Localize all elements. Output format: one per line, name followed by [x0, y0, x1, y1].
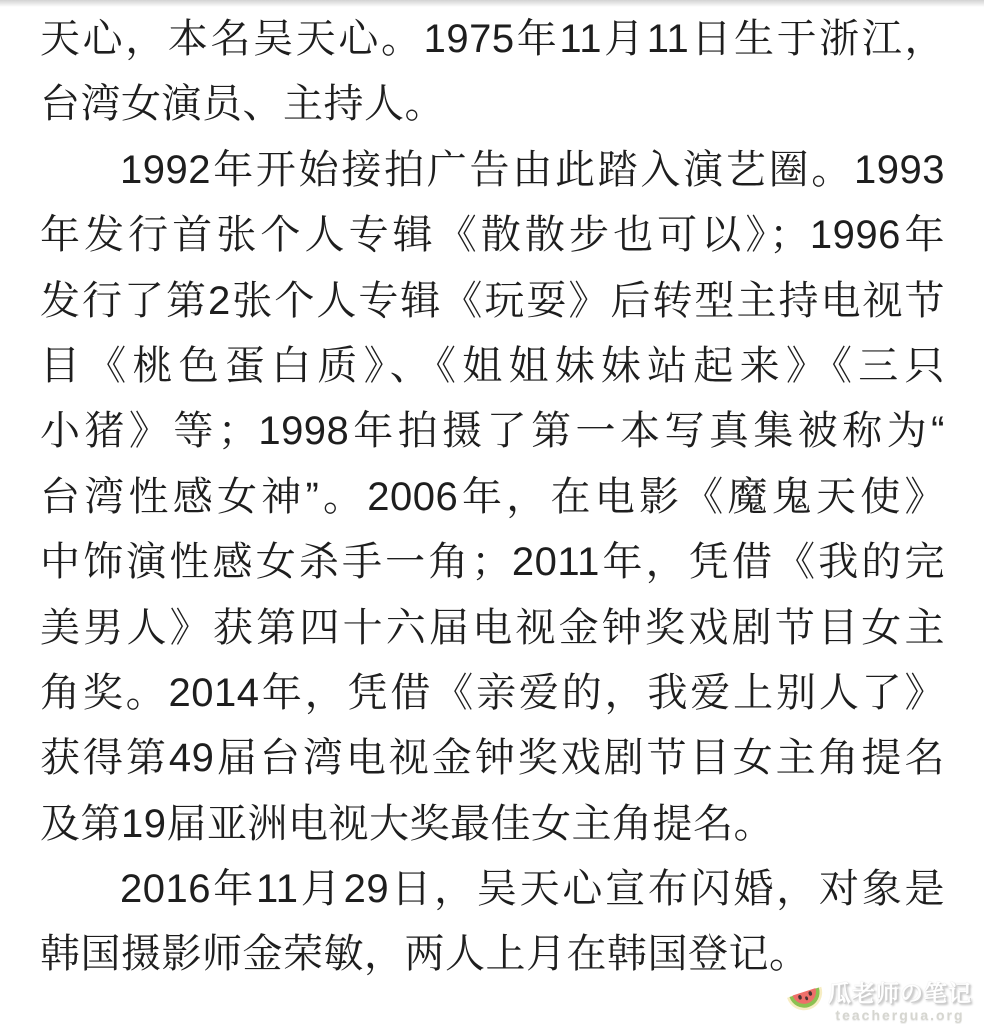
text-line: 及第19届亚洲电视大奖最佳女主角提名。 — [40, 801, 774, 846]
text-line: 发行了第2张个人专辑《玩耍》后转型主持电视节 — [40, 278, 945, 323]
watermark — [786, 977, 972, 1022]
watermark-title: 瓜老师の笔记 — [828, 979, 972, 1006]
text-line: 天心，本名吴天心。1975年11月11日生于浙江， — [40, 17, 945, 61]
text-line: 中饰演性感女杀手一角；2011年，凭借《我的完 — [40, 540, 945, 585]
watermelon-icon — [786, 977, 826, 1019]
watermark-text — [828, 977, 972, 1022]
paragraph — [40, 138, 945, 857]
watermark-url: teachergua.org — [835, 1007, 965, 1023]
paragraph — [40, 7, 945, 138]
article-body — [40, 7, 945, 988]
text-line: 美男人》获第四十六届电视金钟奖戏剧节目女主 — [40, 605, 945, 650]
text-line: 年发行首张个人专辑《散散步也可以》；1996年 — [40, 213, 945, 258]
text-line: 台湾女演员、主持人。 — [40, 82, 445, 127]
top-crop-edge — [0, 0, 984, 7]
paragraph — [40, 857, 945, 988]
text-line: 韩国摄影师金荣敏，两人上月在韩国登记。 — [40, 932, 810, 977]
text-line: 角奖。2014年，凭借《亲爱的，我爱上别人了》 — [40, 670, 945, 715]
text-line: 1992年开始接拍广告由此踏入演艺圈。1993 — [120, 147, 945, 192]
text-line: 小猪》等；1998年拍摄了第一本写真集被称为“ — [40, 409, 945, 454]
text-line: 2016年11月29日，吴天心宣布闪婚，对象是 — [120, 867, 945, 912]
text-line: 目《桃色蛋白质》、《姐姐妹妹站起来》《三只 — [40, 343, 945, 388]
text-line: 台湾性感女神”。2006年，在电影《魔鬼天使》 — [40, 474, 945, 519]
text-line: 获得第49届台湾电视金钟奖戏剧节目女主角提名 — [40, 736, 945, 781]
